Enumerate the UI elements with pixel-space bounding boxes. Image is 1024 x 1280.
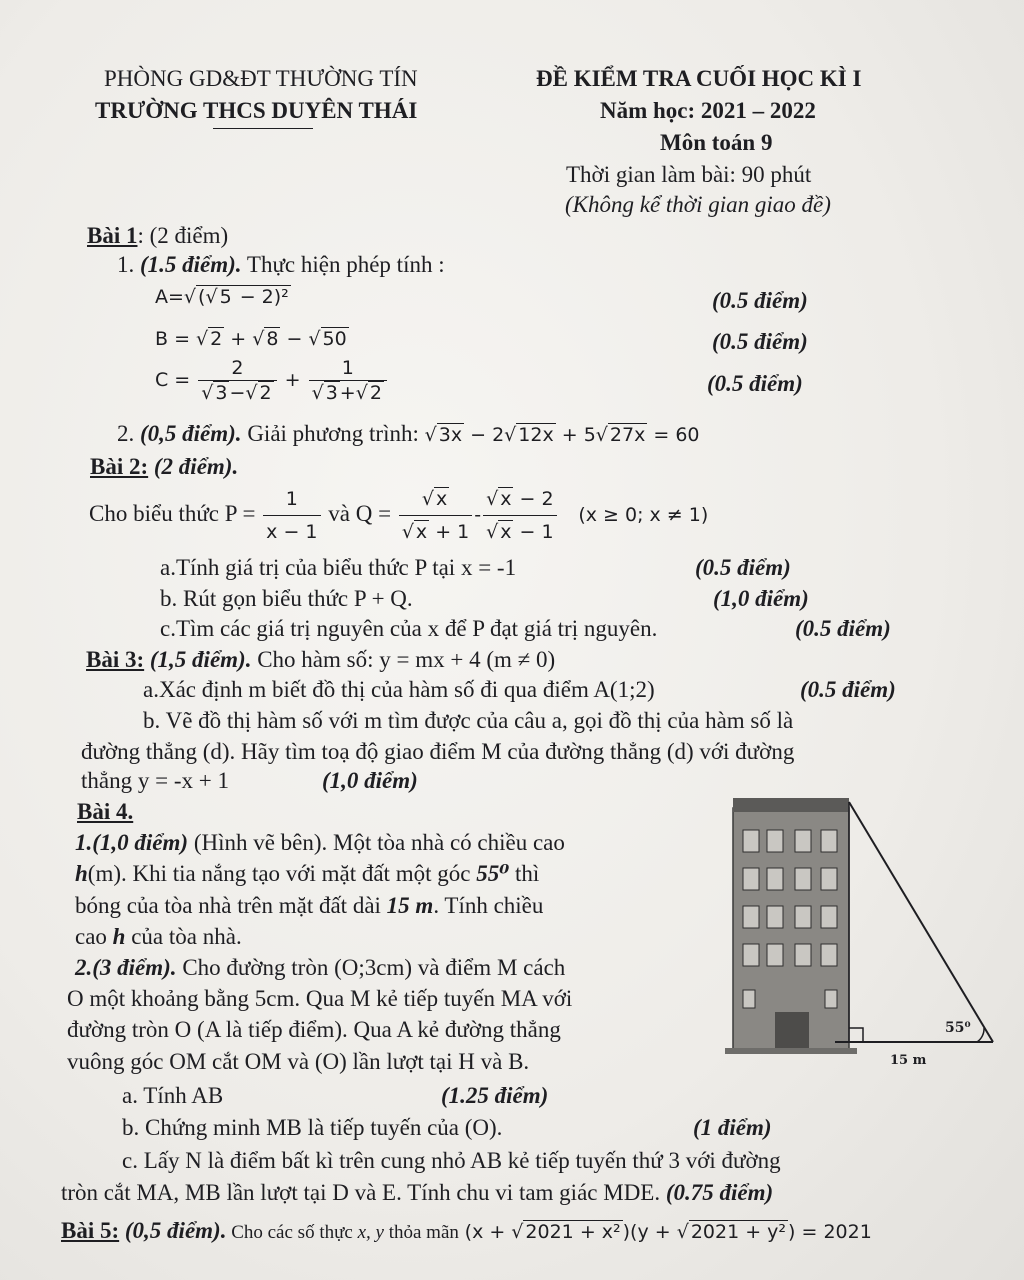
- bai1-q1-points: (1.5 điểm).: [140, 252, 242, 277]
- bai2-a-points: (0.5 điểm): [695, 555, 791, 580]
- equation: √ 3x − 2√ 12x + 5√ 27x = 60: [424, 424, 700, 446]
- duration: Thời gian làm bài: 90 phút: [566, 162, 812, 187]
- bai5-line: Bài 5: (0,5 điểm). Cho các số thực x, y thỏa mãn (x + √ 2021 + x² )(y + √ 2021 + y² ) = 2021: [61, 1218, 872, 1243]
- bai4-b: b. Chứng minh MB là tiếp tuyến của (O).: [122, 1115, 503, 1140]
- bai4-p2-line4: vuông góc OM cắt OM và (O) lần lượt tại H và B.: [67, 1049, 530, 1074]
- bai3-a: a.Xác định m biết đồ thị của hàm số đi qua điểm A(1;2): [143, 677, 655, 702]
- bai2-and: và Q =: [328, 500, 392, 526]
- bai4-c-points: (0.75 điểm): [660, 1180, 774, 1205]
- bai2-b: b. Rút gọn biểu thức P + Q.: [160, 586, 413, 611]
- bai4-a-points: (1.25 điểm): [441, 1083, 549, 1108]
- bai4-b-points: (1 điểm): [693, 1115, 772, 1140]
- expr-Q-term1: $\frac{√ x}{√ x + 1}$: [399, 484, 472, 547]
- formula-A-points: (0.5 điểm): [712, 288, 808, 313]
- sun-ray-line: [849, 802, 993, 1042]
- building-base: [725, 1048, 857, 1054]
- figure-length-label: 15 m: [890, 1053, 927, 1068]
- bai1-q2-points: (0,5 điểm).: [140, 421, 242, 446]
- bai1-points: : (2 điểm): [137, 223, 229, 248]
- header-department: PHÒNG GD&ĐT THƯỜNG TÍN: [104, 66, 418, 91]
- bai1-heading: [87, 221, 228, 251]
- expr-P: $\frac{1}{x - 1}$: [263, 484, 320, 547]
- figure-angle-label: 55⁰: [945, 1020, 971, 1036]
- bai5-equation: (x + √ 2021 + x² )(y + √ 2021 + y² ) = 2021: [464, 1221, 872, 1243]
- building-door: [775, 1012, 809, 1048]
- header-divider: [213, 128, 313, 129]
- bai1-q2-text: Giải phương trình:: [241, 421, 419, 446]
- bai2-title: Bài 2:: [90, 454, 149, 479]
- formula-C: C = $\frac{2}{√ 3 -√ 2}$ + $\frac{1}{√ 3 +√ 2}$: [155, 357, 389, 404]
- bai4-c-line1: c. Lấy N là điểm bất kì trên cung nhỏ AB kẻ tiếp tuyến thứ 3 với đường: [122, 1148, 781, 1173]
- bai2-c: c.Tìm các giá trị nguyên của x để P đạt giá trị nguyên.: [160, 616, 658, 641]
- bai3-b-points: (1,0 điểm): [322, 768, 418, 793]
- bai3-b-line1: b. Vẽ đồ thị hàm số với m tìm được của câu a, gọi đồ thị của hàm số là: [143, 708, 794, 733]
- subject: Môn toán 9: [660, 130, 773, 155]
- expr-Q-term2: $\frac{√ x - 2}{√ x - 1}$: [483, 484, 556, 547]
- exam-title: ĐỀ KIỂM TRA CUỐI HỌC KÌ I: [536, 66, 862, 91]
- bai2-a: a.Tính giá trị của biểu thức P tại x = -1: [160, 555, 517, 580]
- building-shadow-figure: [715, 790, 1005, 1080]
- formula-B-points: (0.5 điểm): [712, 329, 808, 354]
- bai4-a: a. Tính AB: [122, 1083, 224, 1108]
- bai4-p1-line4: cao h của tòa nhà.: [75, 924, 242, 949]
- school-year: Năm học: 2021 – 2022: [600, 98, 816, 123]
- bai3-points: (1,5 điểm).: [144, 647, 252, 672]
- bai5-title: Bài 5:: [61, 1218, 120, 1243]
- bai2-points: (2 điểm).: [148, 454, 239, 479]
- header-school: TRƯỜNG THCS DUYÊN THÁI: [95, 98, 418, 123]
- domain-condition: (x ≥ 0; x ≠ 1): [578, 503, 709, 526]
- bai4-p2-line3: đường tròn O (A là tiếp điểm). Qua A kẻ đường thẳng: [67, 1017, 561, 1042]
- bai5-points: (0,5 điểm).: [119, 1218, 227, 1243]
- formula-C-points: (0.5 điểm): [707, 371, 803, 396]
- bai4-c-line2: tròn cắt MA, MB lần lượt tại D và E. Tính chu vi tam giác MDE. (0.75 điểm): [61, 1180, 774, 1205]
- bai3-b-line2: đường thẳng (d). Hãy tìm toạ độ giao điểm M của đường thẳng (d) với đường: [81, 739, 795, 764]
- bai1-q2-label: 2.: [117, 421, 135, 446]
- bai3-heading: [86, 645, 555, 675]
- formula-B: B = √ 2 + √ 8 − √ 50: [155, 328, 347, 350]
- bai2-heading: [90, 452, 238, 482]
- bai3-intro: Cho hàm số: y = mx + 4 (m ≠ 0): [251, 647, 556, 672]
- bai1-q1-label: 1.: [117, 252, 135, 277]
- bai4-p1-line2: h(m). Khi tia nắng tạo với mặt đất một góc 55⁰ thì: [75, 861, 540, 886]
- bai1-q1: [117, 250, 445, 280]
- bai2-intro-text: Cho biểu thức P =: [89, 500, 256, 526]
- bai1-title: Bài 1: [87, 223, 138, 248]
- bai2-intro: Cho biểu thức P = $\frac{1}{x - 1}$ và Q = $\frac{√ x}{√ x + 1}$ - $\frac{√ x - 2}{√ x - 1}$ (x ≥ 0; x ≠ 1): [89, 484, 708, 547]
- building-roof: [733, 798, 849, 812]
- bai4-p1-line1: 1.(1,0 điểm) (Hình vẽ bên). Một tòa nhà có chiều cao: [75, 830, 565, 855]
- angle-arc: [977, 1028, 984, 1042]
- bai3-title: Bài 3:: [86, 647, 145, 672]
- right-angle-mark: [849, 1028, 863, 1042]
- bai3-b-line3: thẳng y = -x + 1: [81, 768, 229, 793]
- formula-A: A=√ (√ 5 − 2)²: [155, 286, 289, 308]
- bai4-p2-label: 2.(3 điểm).: [75, 955, 177, 980]
- bai1-q1-text: Thực hiện phép tính :: [241, 252, 445, 277]
- bai2-c-points: (0.5 điểm): [795, 616, 891, 641]
- duration-note: (Không kể thời gian giao đề): [565, 192, 831, 217]
- bai4-p2-line2: O một khoảng bằng 5cm. Qua M kẻ tiếp tuyến MA với: [67, 986, 573, 1011]
- bai3-a-points: (0.5 điểm): [800, 677, 896, 702]
- bai1-q2: [117, 419, 700, 450]
- bai4-p1-line3: bóng của tòa nhà trên mặt đất dài 15 m. Tính chiều: [75, 893, 544, 918]
- bai4-p2-line1: 2.(3 điểm). Cho đường tròn (O;3cm) và điểm M cách: [75, 955, 566, 980]
- bai2-b-points: (1,0 điểm): [713, 586, 809, 611]
- bai4-p1-label: 1.(1,0 điểm): [75, 830, 189, 855]
- bai4-title: Bài 4.: [77, 799, 134, 824]
